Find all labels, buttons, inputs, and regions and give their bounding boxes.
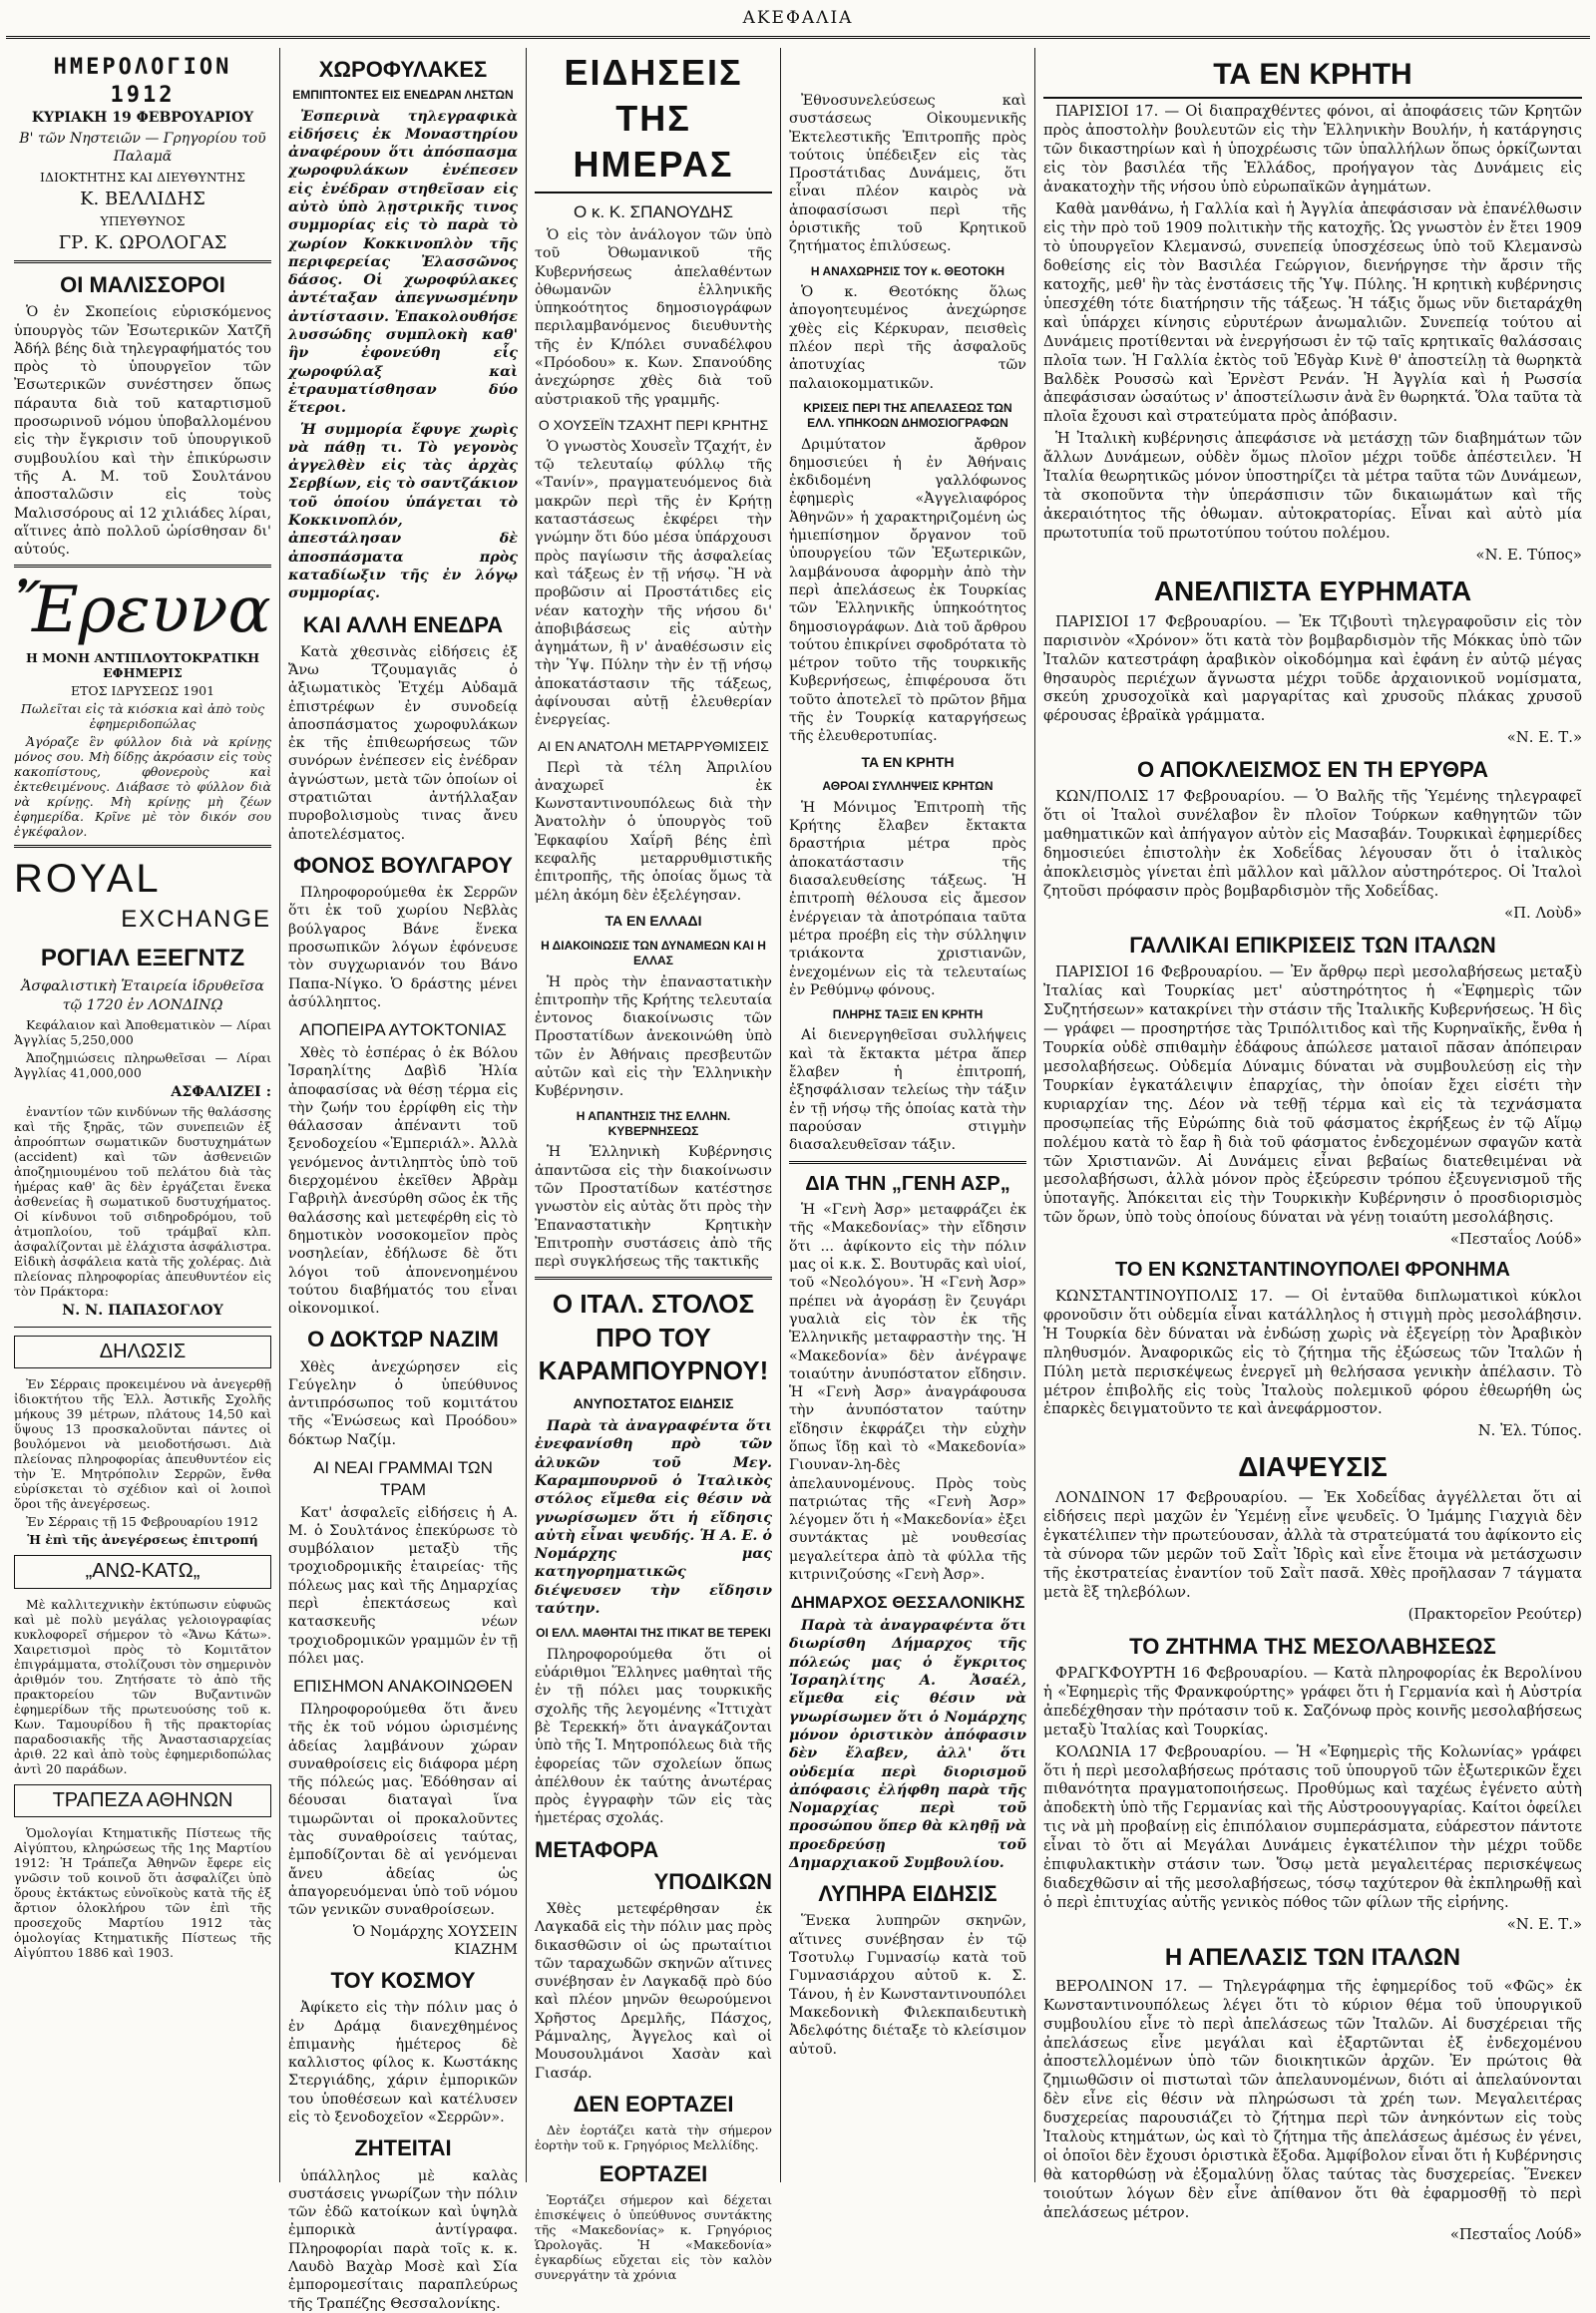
divider [14,260,271,263]
calendar-date: ΚΥΡΙΑΚΗ 19 ΦΕΒΡΟΥΑΡΙΟΥ [31,110,254,127]
divider [14,565,271,568]
spanoudis-headline: Ο κ. Κ. ΣΠΑΝΟΥΔΗΣ [574,202,733,222]
royal-text: ἐναντίον τῶν κινδύνων τῆς θαλάσσης καὶ τῆς ξηρᾶς, τῶν συνεπειῶν ἐξ ἀπροόπτων σωματικῶν δυστυχημάτων (accident) καὶ τῶν ἀσθενειῶν ἀποζημιουμένου τοῦ πελάτου διὰ τὰς ἡμέρας καθ' ἃς δὲν ἐργάζεται ἕνεκα ἀσθενείας ἢ σωματικοῦ δυστυχήματος. Οἱ κίνδυνοι τοῦ σιδηροδρόμου, τοῦ ἀτμοπλοίου, τοῦ τράμβαϊ κλπ. ἀσφαλίζονται μὲ ἐλάχιστα ἀσφάλιστρα. Εἰδικὴ ἀσφάλεια κατὰ τῆς χολέρας. Διὰ πλείονας πληροφορίας ἀπευθυντέον εἰς τὸν Πράκτορα: [14,1104,271,1300]
theotoki-headline: Η ΑΝΑΧΩΡΗΣΙΣ ΤΟΥ κ. ΘΕΟΤΟΚΗ [810,263,1005,278]
spanoudis-body: Ὁ εἰς τὸν ἀνάλογον τῶν ὑπὸ τοῦ Ὀθωμανικοῦ τῆς Κυβερνήσεως ἀπελαθέντων ὀθωμανῶν ἑλληνικῆς ὑπηκοότητος δημοσιογράφων περιλαμβανόμενος διευθυντὴς τῆς ἐν Κ/πόλει συναδέλφου «Πρόοδου» κ. Κων. Σπανούδης ἀνεχώρησε χθὲς διὰ τοῦ αὐστριακοῦ τῆς γραμμῆς. [535,226,772,408]
ereuna-logo: Ἔρευνα [14,574,271,648]
dilosis-sign: Ἡ ἐπὶ τῆς ἀνεγέρσεως ἐπιτροπή [27,1532,258,1548]
chorofylakes-body-2: Ἡ συμμορία ἔφυγε χωρὶς νὰ πάθῃ τι. Τὸ γεγονὸς ἀγγελθὲν εἰς τὰς ἀρχὰς Σερβίων, εἰς τὸ σαντζάκιον τοῦ ὁποίου ὑπάγεται τὸ Κοκκινοπλόν, ἀπεστάλησαν δὲ ἀποσπάσματα πρὸς καταδίωξιν τῆς ἐν λόγῳ συμμορίας. [288,421,518,602]
kosmos-body: Ἀφίκετο εἰς τὴν πόλιν μας ὁ ἐν Δράμᾳ διανεχθημένος ἐπιμανὴς ἡμέτερος δὲ καλλιστος φίλος κ. Κωστάκης Στεργιάδης, χάριν ἐμπορικῶν του ὑποθέσεων καὶ κατέλυσεν εἰς τὸ ξενοδοχεῖον «Σερρῶν». [288,2000,518,2126]
apantisi-headline: Η ΑΠΑΝΤΗΣΙΣ ΤΗΣ ΕΛΛΗΝ. ΚΥΒΕΡΝΗΣΕΩΣ [576,1108,731,1138]
calendar-title: ΗΜΕΡΟΛΟΓΙΟΝ [53,55,232,80]
chorofylakes-body-1: Ἐσπερινὰ τηλεγραφικὰ εἰδήσεις ἐκ Μοναστηρίου ἀναφέρουν ὅτι ἀπόσπασμα χωροφυλάκων ἐνέπεσεν εἰς ἐνέδραν στηθεῖσαν εἰς αὐτὸ ὑπὸ λῃστρικῆς τινος συμμορίας εἰς τὸ παρὰ τὸ χωρίον Κοκκινοπλὸν τῆς περιφερείας Ἐλασσῶνος δάσος. Οἱ χωροφύλακες ἀντέταξαν ἀπεγνωσμένην ἀντίστασιν. Ἐπακολουθήσε λυσσώδης συμπλοκὴ καθ' ἣν ἐφονεύθη εἷς χωροφύλαξ καὶ ἐτραυματίσθησαν δύο ἕτεροι. [288,108,518,417]
zitite-headline: ΖΗΤΕΙΤΑΙ [354,2135,452,2161]
dilosis-body: Ἐν Σέρραις προκειμένου νὰ ἀνεγερθῇ ἰδιοκτήτου τῆς Ἑλλ. Ἀστικῆς Σχολῆς μήκους 39 μέτρων, πλάτους 14,50 καὶ ὕψους 13 προσκαλοῦνται πάντες οἱ βουλόμενοι νὰ μειοδοτήσωσι. Διὰ πλείονας πληροφορίας ἀπευθυντέον εἰς τὴν Ἐ. Μητρόπολιν Σερρῶν, ἔνθα εὑρίσκεται τὸ σχέδιον καὶ οἱ λοιποὶ ὅροι τῆς ἀνεγέρσεως. [14,1376,271,1512]
apopeira-body: Χθὲς τὸ ἑσπέρας ὁ ἐκ Βόλου Ἰσραηλίτης Δαβὶδ Ἠλία ἀποφασίσας νὰ θέσῃ τέρμα εἰς τὴν ζωήν του ἐρρίφθη εἰς τὴν θάλασσαν ἀπέναντι τοῦ ξενοδοχείου «Ἐμπεριάλ». Ἀλλὰ γενόμενος ἀντιληπτὸς ὑπὸ τοῦ διερχομένου ἐκεῖθεν Ἀβρὰμ Γαβριὴλ ἀνεσύρθη σῶος ἐκ τῆς θαλάσσης καὶ μετεφέρθη εἰς τὸ δημοτικὸν νοσοκομεῖον πρὸς νοσηλείαν, ἐδήλωσε δὲ ὅτι λόγοι τοῦ ἀπονενοημένου τούτου διαβήματός του εἶναι οἰκονομικοί. [288,1044,518,1318]
column-4 [781,48,1035,2182]
apantisi-body: Ἡ Ἑλληνικὴ Κυβέρνησις ἀπαντῶσα εἰς τὴν διακοίνωσιν τῶν Προστατίδων κατέστησε γνωστὸν εἰς αὐτὰς ὅτι πρὸς τὴν Ἐπαναστατικὴν Κρητικὴν Ἐπιτροπὴν συστάσεις ἀπὸ τῆς περὶ συγκλήσεως τῆς τακτικῆς [535,1144,772,1271]
tram-body: Κατ' ἀσφαλεῖς εἰδήσεις ἡ Α. Μ. ὁ Σουλτάνος ἐπεκύρωσε τὸ συμβόλαιον μεταξὺ τῆς τροχιοδρομικῆς ἑταιρείας· τῆς πόλεως μας καὶ τῆς Δημαρχίας περὶ ἐπεκτάσεως καὶ κατασκευῆς νέων τροχιοδρομικῶν γραμμῶν ἐν τῇ πόλει μας. [288,1504,518,1667]
athrooi-headline: ΑΘΡΟΑΙ ΣΥΛΛΗΨΕΙΣ ΚΡΗΤΩΝ [822,779,994,794]
tsachit-headline: Ο ΧΟΥΣΕΪΝ ΤΖΑΧΗΤ ΠΕΡΙ ΚΡΗΤΗΣ [538,416,769,433]
athrooi-body: Ἡ Μόνιμος Ἐπιτροπὴ τῆς Κρήτης ἔλαβεν ἔκτακτα δραστήρια μέτρα πρὸς ἀποκατάστασιν τῆς διασαλευθείσης τάξεως. Ἡ ἐπιτροπὴ θέλουσα εἰς ἄμεσον ἐνέργειαν τὰ ἀποτρόπαια ταῦτα μέτρα προέβη εἰς τὴν σύλληψιν τριάκοντα χριστιανῶν, ἐνεχομένων εἰς τὰ τελευταίως ἐν Ρεθύμνῳ φόνους. [789,799,1026,998]
eortazei-body: Ἑορτάζει σήμερον καὶ δέχεται ἐπισκέψεις ὁ ὑπεύθυνος συντάκτης τῆς «Μακεδονίας» κ. Γρηγόριος Ὡρολογᾶς. Ἡ «Μακεδονία» ἐγκαρδίως εὔχεται εἰς τὸν καλὸν συνεργάτην τὰ χρόνια [535,2192,772,2283]
royal-line-1: Ἀσφαλιστικὴ Ἑταιρεία ἱδρυθεῖσα τῷ 1720 ἐν ΛΟΝΔΙΝῼ [21,978,264,1013]
editor-name: ΓΡ. Κ. ΩΡΟΛΟΓΑΣ [58,232,227,254]
owner-label: ΙΔΙΟΚΤΗΤΗΣ ΚΑΙ ΔΙΕΥΘΥΝΤΗΣ [40,170,245,186]
konst-body: ΚΩΝΣΤΑΝΤΙΝΟΥΠΟΛΙΣ 17. — Οἱ ἐνταῦθα διπλωματικοὶ κύκλοι φρονοῦσιν ὅτι οὐδεμία εἶναι κατάλληλος ἡ στιγμὴ πρὸς μεσολάβησιν. Ἡ Τουρκία δὲν δύναται νὰ ἐνδώσῃ χωρὶς νὰ ἐξεγείρῃ τὸν Ἀραβικὸν πληθυσμόν. Ἀναφορικῶς εἰς τὸ ζήτημα τῆς ἐξώσεως τῶν Ἰταλῶν ἡ Πύλη μετὰ περισκέψεως ἐνεργεῖ μὴ θελήσασα γενικὴν ἀπέλασιν. Τὸ μέτρον ἐπιβολῆς εἰς τοὺς Ἰταλοὺς πολεμικοῦ φόρου ἐθεωρήθη ὡς ἐπαρκὲς δειγματοῦντο τε καὶ ἀνεφάρμοστον. [1043,1287,1582,1418]
royal-line-4: ΑΣΦΑΛΙΖΕΙ : [171,1084,271,1101]
genh-body: Ἡ «Γενὴ Ἀσρ» μεταφράζει ἐκ τῆς «Μακεδονίας» τὴν εἴδησιν ὅτι ... ἀφίκοντο εἰς τὴν πόλιν μας οἱ κ.κ. Σ. Βουτυρᾶς καὶ υἱοί, τοῦ «Νεολόγου». Ἡ «Γενὴ Ἀσρ» πρέπει νὰ ἀγοράσῃ ἓν ζευγάρι γυαλιὰ εἰς τὸν ἐκ τῆς Ἑλληνικῆς μεταφραστὴν της. Ἡ «Μακεδονία» δὲν ἀνέγραψε τοιαύτην ἀνυπόστατον εἴδησιν. Ἡ «Γενὴ Ἀσρ» ἀναγράφουσα τὴν ἀνυπόστατον ταύτην εἴδησιν ἐκφράζει τὴν εὐχὴν ὅπως ἴδῃ καὶ τὸ «Μακεδονία» Γιουναν-λη-δὲς ἀπελαυνομένους. Πρὸς τοὺς πατριώτας τῆς «Γενὴ Ἀσρ» λέγομεν ὅτι ἡ «Μακεδονία» ἐξει συντάκτας μὲ νουθεσίας μεγαλείτερα ἀπὸ τὰ φύλλα τῆς κιτρινιζούσης «Γενὴ Ἀσρ». [789,1202,1026,1584]
nazim-headline: Ο ΔΟΚΤΩΡ ΝΑΖΙΜ [307,1327,499,1352]
royal-logo: ROYAL [14,856,162,901]
mathites-body: Πληροφορούμεθα ὅτι οἱ εὐάριθμοι Ἕλληνες μαθηταὶ τῆς ἐν τῇ πόλει μας τουρκικῆς σχολῆς τῆς λεγομένης «Ἰττιχὰτ βὲ Τερεκκή» ὅτι ἀναγκάζονται ὑπὸ τῆς Ἱ. Μητροπόλεως διὰ τῆς ἐφορείας τῶν σχολείων ὅπως ἀπέλθουν ἐκ ταύτης ἀνωτέρας πρὸς ἐγγραφὴν τῶν εἰς τὰς ἡμετέρας σχολάς. [535,1646,772,1827]
kriti-sign: «Ν. Ε. Τύπος» [1475,546,1582,564]
zitite-body: ὑπάλληλος μὲ καλὰς συστάσεις γνωρίζων τὴν πόλιν τῶν ἐδῶ κατοίκων καὶ ὑψηλὰ ἐμπορικὰ ἀντίγραφα. Πληροφορίαι παρὰ τοῖς κ. κ. Λαυδὸ Βαχὰρ Μοσὲ καὶ Σία ἐμπορομεσίταις παραπλεύρως τῆς Τραπέζης Θεσσαλονίκης. [288,2167,518,2312]
page-header: ΑΚΕΦΑΛΙΑ [742,8,854,28]
royal-line-2: Κεφάλαιον καὶ Ἀποθεματικὸν — Λίραι Ἀγγλίας 5,250,000 [14,1017,271,1048]
apelasis-sign: «Πεσταΐος Λούδ» [1449,2225,1582,2243]
apopeira-headline: ΑΠΟΠΕΙΡΑ ΑΥΤΟΚΤΟΝΙΑΣ [299,1020,507,1040]
exchange-logo: EXCHANGE [121,905,271,933]
lypira-headline: ΛΥΠΗΡΑ ΕΙΔΗΣΙΣ [818,1881,998,1907]
trapeza-headline: ΤΡΑΠΕΖΑ ΑΘΗΝΩΝ [14,1784,271,1818]
diakoinosi-body: Ἡ πρὸς τὴν ἐπαναστατικὴν ἐπιτροπὴν τῆς Κρήτης τελευταία ἐντονος διακοίνωσις τῶν Προστατίδων ἀνεκοινώθη ὑπὸ τῶν ἐν Ἀθήναις πρεσβευτῶν αὐτῶν καὶ εἰς τὴν Ἑλληνικὴν Κυβέρνησιν. [535,973,772,1100]
anatoli-headline: ΑΙ ΕΝ ΑΝΑΤΟΛΗ ΜΕΤΑΡΡΥΘΜΙΣΕΙΣ [538,737,769,754]
eruthra-headline: Ο ΑΠΟΚΛΕΙΣΜΟΣ ΕΝ ΤΗ ΕΡΥΘΡΑ [1137,757,1488,783]
zitima-body-2: ΚΟΛΩΝΙΑ 17 Φεβρουαρίου. — Ἡ «Ἐφημερὶς τῆς Κολωνίας» γράφει ὅτι ἡ περὶ μεσολαβήσεως πρότασις τοῦ ὑπουργοῦ τῶν ἐξωτερικῶν ἔχει πιθανότητα πραγματοποιήσεως. Προθύμως καὶ ταχέως ἐγένετο αὐτὴ ἀποδεκτὴ ὑπὸ τῆς Γερμανίας καὶ τῆς Αὐστροουγγαρίας. Καίτοι ὀφείλει τις νὰ μὴ προβαίνῃ εἰς ἐπιπόλαιον συμπεράσματα, εὐάρεστον πάντοτε εἶναι τὸ ὅτι αἱ Μεγάλαι Δυνάμεις ἐγκατέλιπον τὴν μέχρι τοῦδε ἐπιφυλακτικὴν στάσιν των. Ὅσῳ μετὰ μεγαλειτέρας περισκέψεως διαδεχθῶσιν αἱ τῆς μεσολαβήσεως, τόσῳ ταχύτερον θὰ ἐκπληρωθῇ καὶ ὁ περὶ ἐπιτυχίας αὐτῆς γενικὸς πόθος τῶν φίλων τῆς εἰρήνης. [1043,1742,1582,1912]
main-headline: ΕΙΔΗΣΕΙΣ ΤΗΣ ΗΜΕΡΑΣ [535,50,772,193]
genh-headline: ΔΙΑ ΤΗΝ „ΓΕΝΗ ΑΣΡ„ [805,1172,1010,1195]
pliris-body: Αἱ διενεργηθεῖσαι συλλήψεις καὶ τὰ ἔκτακτα μέτρα ἅπερ ἔλαβεν ἡ ἐπιτροπή, ἐξησφάλισαν τελείως τὴν τάξιν ἐν τῇ νήσῳ τῆς ὁποίας κατὰ τὴν παρούσαν στιγμὴν διασαλευθεῖσαν τάξιν. [789,1027,1026,1154]
gallikai-body: ΠΑΡΙΣΙΟΙ 16 Φεβρουαρίου. — Ἐν ἄρθρῳ περὶ μεσολαβήσεως μεταξὺ Ἰταλίας καὶ Τουρκίας μετ' αὐστηρότητος ἡ «Ἐφημερὶς τῶν Συζητήσεων» κατακρίνει τὴν στάσιν τῆς Ἰταλικῆς Κυβερνήσεως. Ἡ δὶς — γράφει — προσηρτήσε τὰς Τριπόλιτιδος καὶ τῆς Κυρηναϊκῆς, ἔνθα ἡ Τουρκία οὐδὲ σπιθαμὴν ἐδάφους ἀπώλεσε ματαιοῖ πᾶσαν ἀπόπειραν μεσολαβήσεως. Οὐδεμία Δύναμις δύναται νὰ συμβουλεύσῃ εἰς τὴν Τουρκίαν ἐγκατάλειψιν ἐπαρχίας, τὴν ὁποίαν ἔχει εἰσέτι τὴν κυριαρχίαν της. Δέον νὰ τεθῇ τέρμα καὶ εἰς τὰ τεχνάσματα προσῳπείας τῆς Εὐρώπης διὰ τοῦ φάσματος ἐκρήξεως ἐν τῷ Αἵμῳ πολέμου κατὰ τὸ ἔαρ ἢ διὰ τοῦ φάσματος ἐνδεχομένων σφαγῶν κατὰ τῶν Χριστιανῶν. Αἱ Δυνάμεις εἶναι βεβαίως διατεθειμέναι νὰ μεσολαβήσωσι, ἀλλὰ μόνον πρὸς ἐξεύρεσιν τρόπου ἐξευγενισμοῦ τῆς ὑποταγῆς. Ἀπόκειται εἰς τὴν Τουρκικὴν Κυβέρνησιν ὁ προσδιορισμὸς τῶν ὅρων, ὑπὸ τοὺς ὁποίους δύναται νὰ γένῃ τοιαύτη μεσολάβησις. [1043,964,1582,1227]
eruthra-body: ΚΩΝ/ΠΟΛΙΣ 17 Φεβρουαρίου. — Ὁ Βαλῆς τῆς Ὑεμένης τηλεγραφεῖ ὅτι οἱ Ἰταλοὶ συνέλαβον ἓν πλοῖον Τούρκων καθηγητῶν τῶν μαθηματικῶν καὶ ἀπήγαγον αὐτὸν εἰς Μασαβάν. Τουρκικαὶ ἐφημερίδες δημοσιεύει ἐπιστολὴν ἐκ Χοδεΐδας λέγουσαν ὅτι ὁ ἰταλικὸς ἀποκλεισμὸς γίνεται ἐπὶ μᾶλλον καὶ μᾶλλον αὐστηρότερος. Οἱ Ἰταλοὶ ζητοῦσι πρόφασιν πρὸς βομβαρδισμὸν τῆς Χοδεΐδας. [1043,788,1582,901]
zitima-body-1: ΦΡΑΓΚΦΟΥΡΤΗ 16 Φεβρουαρίου. — Κατὰ πληροφορίας ἐκ Βερολίνου ἡ «Ἐφημερὶς τῆς Φρανκφούρτης» γράφει ὅτι ἡ Γερμανία καὶ ἡ Αὐστρία ἀπεδέχθησαν τὴν πρότασιν τοῦ κ. Σαζόνωφ πρὸς κοινῆς μεσολαβήσεως μεταξὺ Ἰταλίας καὶ Τουρκίας. [1043,1664,1582,1738]
eurimata-headline: ΑΝΕΛΠΙΣΤΑ ΕΥΡΗΜΑΤΑ [1153,575,1472,606]
kosmos-headline: ΤΟΥ ΚΟΣΜΟΥ [330,1968,476,1994]
kriti-label: ΤΑ ΕΝ ΚΡΗΤΗ [861,753,955,770]
anokato-headline: „ΑΝΩ-ΚΑΤΩ„ [14,1555,271,1589]
diapseusis-headline: ΔΙΑΨΕΥΣΙΣ [1238,1451,1388,1483]
eurimata-body: ΠΑΡΙΣΙΟΙ 17 Φεβρουαρίου. — Ἐκ Τζιβουτὶ τηλεγραφοῦσιν εἰς τὸν παρισινὸν «Χρόνον» ὅτι κατὰ τὸν βομβαρδισμὸν τῆς Μόκκας ὑπὸ τῶν Ἰταλῶν κατεστράφη ἀραβικὸν οἰκοδόμημα καὶ ἐφάνη ἐν αὐτῷ μέγας θησαυρὸς περιέχων ἄγνωστα μέχρι τοῦδε ἀρχαιονικοῦ νομίσματα, σκεύη χρυσοχοϊκὰ καὶ μαργαρίτας καὶ χρυσοῦς πλάκας χρυσοῦ φέρουσας ἑβραϊκὰ γράμματα. [1043,612,1582,725]
divider [14,845,271,848]
nazim-body: Χθὲς ἀνεχώρησεν εἰς Γεύγελην ὁ ὑπεύθυνος ἀντιπρόσωπος τοῦ κομιτάτου τῆς «Ἑνώσεως καὶ Προόδου» δόκτωρ Ναζίμ. [288,1358,518,1448]
ereuna-sold: Πωλεῖται εἰς τὰ κιόσκια καὶ ἀπὸ τοὺς ἐφημεριδοπώλας [20,700,265,731]
stolos-body: Παρὰ τὰ ἀναγραφέντα ὅτι ἐνεφανίσθη πρὸ τῶν ἀλυκῶν τοῦ Μεγ. Καραμπουρνοῦ ὁ Ἰταλικὸς στόλος εἴμεθα εἰς θέσιν νὰ γνωρίσωμεν ὅτι ἡ εἴδησις αὐτὴ εἶναι ψευδής. Ἡ Α. Ε. ὁ Νομάρχης μας κατηγορηματικῶς διέψευσεν τὴν εἴδησιν ταύτην. [535,1418,772,1618]
enedra-headline: ΚΑΙ ΑΛΛΗ ΕΝΕΔΡΑ [302,611,504,637]
episimon-body: Πληροφορούμεθα ὅτι ἄνευ τῆς ἐκ τοῦ νόμου ὡρισμένης ἀδείας λαμβάνουν χώραν συναθροίσεις εἰς διάφορα μέρη τῆς πόλεώς μας. Ἐδόθησαν αἱ δέουσαι διαταγαὶ ἵνα τιμωρῶνται οἱ προκαλοῦντες τὰς συναθροίσεις ταύτας, ἐμποδίζονται δὲ αἱ γενόμεναι ἄνευ ἀδείας ὡς ἀπαγορευόμεναι ὑπὸ τοῦ νόμου τῶν γενικῶν συναθροίσεων. [288,1701,518,1919]
kriti-body-3: Ἡ Ἰταλικὴ κυβέρνησις ἀπεφάσισε νὰ μετάσχῃ τῶν διαβημάτων τῶν ἄλλων Δυνάμεων, οὐδὲν ὅμως πλοῖον μέχρι τοῦδε ἀπέστειλεν. Ἡ Ἰταλία θεωρητικῶς μόνον ὑποστηρίζει τὰ μέτρα ταῦτα τῶν Δυνάμεων, τὰ σκοποῦντα τὴν ὑπεράσπισιν τῶν δικαιωμάτων καὶ τῆς ἀκεραιότητος τῆς ὀθωμαν. αὐτοκρατορίας. Εἶναι καὶ αὐτὸ μία πρωτοτυπία τοῦ πρωτοτύπου τούτου πολέμου. [1043,430,1582,543]
divider [535,1277,772,1280]
anatoli-body: Περὶ τὰ τέλη Ἀπριλίου ἀναχωρεῖ ἐκ Κωνσταντινουπόλεως διὰ τὴν Ἀνατολὴν ὁ ὑπουργὸς τοῦ Ἐφκαφίου Χαΐρῆ βέης ἐπὶ κεφαλῆς μεταρρυθμιστικῆς ἐπιτροπῆς, τῆς ὁποίας ὅμως τὰ μέλη ἀκόμη δὲν ἐξελέγησαν. [535,759,772,904]
tram-headline: ΑΙ ΝΕΑΙ ΓΡΑΜΜΑΙ ΤΩΝ ΤΡΑΜ [313,1458,493,1499]
ellada-headline: ΤΑ ΕΝ ΕΛΛΑΔΙ [604,912,702,929]
column-5 [1035,48,1590,2243]
gallikai-headline: ΓΑΛΛΙΚΑΙ ΕΠΙΚΡΙΣΕΙΣ ΤΩΝ ΙΤΑΛΩΝ [1129,933,1496,958]
tsachit-body: Ὁ γνωστὸς Χουσεῒν Τζαχήτ, ἐν τῷ τελευταίῳ φύλλῳ τῆς «Τανίν», πραγματευόμενος διὰ μακρῶν περὶ τῆς ἐν Κρήτῃ καταστάσεως ἐκφέρει τὴν γνώμην ὅτι δύο μέσα ὑπάρχουσι πρὸς παγίωσιν τῆς ἀσφαλείας καὶ τάξεως ἐν τῇ νήσῳ. Ἢ νὰ προβῶσιν αἱ Προστάτιδες εἰς νέαν κατοχὴν τῆς νήσου δι' ἀποβιβάσεως εἰς αὐτὴν ἀγημάτων, ἢ ν' ἀναθέσωσιν εἰς τὴν Ὑψ. Πύλην τὴν ἐν τῇ νήσῳ ἀποκατάστασιν τῆς τάξεως, ἀφίνουσαι αὐτῇ ἐλευθερίαν ἐνεργείας. [535,438,772,729]
ereuna-year: ΕΤΟΣ ΙΔΡΥΣΕΩΣ 1901 [70,682,215,698]
chorofylakes-subtitle: ΕΜΠΙΠΤΟΝΤΕΣ ΕΙΣ ΕΝΕΔΡΑΝ ΛΗΣΤΩΝ [292,88,514,103]
gallikai-sign: «Πεσταΐος Λούδ» [1449,1231,1582,1249]
krisis-body: Δριμύτατον ἄρθρον δημοσιεύει ἡ ἐν Ἀθήναις ἐκδιδομένη γαλλόφωνος ἐφημερὶς «Ἀγγελιαφόρος Ἀθηνῶν» ἡ χαρακτηριζομένη ὡς ἡμιεπίσημον ὄργανον τοῦ ὑπουργείου τῶν Ἐξωτερικῶν, λαμβάνουσα ἀφορμὴν ἀπὸ τὴν περὶ ἀπελάσεως ἐκ Τουρκίας τῶν Ἑλληνικῆς ὑπηκοότητος δημοσιογράφων. Διὰ τοῦ ἄρθρου τούτου ἐπικρίνει σφοδρότατα τὸ μέτρον τοῦτο τῆς τουρκικῆς Κυβερνήσεως, ἐπιφέρουσα ὅτι τοῦτο ἀποτελεῖ τὸ πρῶτον βῆμα τῆς ἐν Τουρκίᾳ καταργήσεως τῆς ἐλευθεροτυπίας. [789,436,1026,745]
metafora-subtitle: ΥΠΟΔΙΚΩΝ [653,1868,772,1894]
chorofylakes-headline: ΧΩΡΟΦΥΛΑΚΕΣ [318,57,488,82]
stolos-headline: Ο ΙΤΑΛ. ΣΤΟΛΟΣ ΠΡΟ ΤΟΥ ΚΑΡΑΜΠΟΥΡΝΟΥ! [538,1289,769,1385]
calendar-saints: Β' τῶν Νηστειῶν — Γρηγορίου τοῦ Παλαμᾶ [19,131,266,166]
owner-name: Κ. ΒΕΛΛΙΔΗΣ [80,189,205,210]
den-eortazei-body: Δὲν ἑορτάζει κατὰ τὴν σήμερον ἑορτὴν τοῦ κ. Γρηγόριος Μελλίδης. [535,2122,772,2153]
header-rule [6,36,1590,39]
dimarchos-headline: ΔΗΜΑΡΧΟΣ ΘΕΣΣΑΛΟΝΙΚΗΣ [790,1593,1025,1613]
fonos-body: Πληροφορούμεθα ἐκ Σερρῶν ὅτι ἐκ τοῦ χωρίου Νεβλὰς βούλγαρος Βάνε ἕνεκα προσωπικῶν λόγων ἐφόνευσε τὸν συγχωριανόν του Βάνο Παπα-Νίγκο. Ὁ δράστης μένει ἀσύλληπτος. [288,885,518,1010]
enedra-body: Κατὰ χθεσινὰς εἰδήσεις ἐξ Ἄνω Τζουμαγιᾶς ὁ ἀξιωματικὸς Ἐτχέμ Αὐδαμᾶ ἐπιστρέφων ἐν συνοδείᾳ ἀποσπάσματος χωροφυλάκων ἐκ τῆς ἐπιθεωρήσεως τῶν συνόρων ἐνέπεσεν εἰς ἐνέδραν ἀγνώστων, μετὰ τῶν ὁποίων οἱ στρατιῶται ἀντήλλαξαν πυροβολισμοὺς τινας ἄνευ ἀποτελέσματος. [288,643,518,843]
malissoroi-headline: ΟΙ ΜΑΛΙΣΣΟΡΟΙ [60,272,225,298]
apantisi-continued: Ἐθνοσυνελεύσεως καὶ συστάσεως Οἰκουμενικῆς Ἐκτελεστικῆς Ἐπιτροπῆς πρὸς τούτοις ὑπέδειξεν εἰς τὰς Προστάτιδας Δυνάμεις, ὅτι εἶναι πλέον καιρὸς νὰ ἀποφασίσωσι περὶ τῆς ὁριστικῆς τοῦ Κρητικοῦ ζητήματος ἐπιλύσεως. [789,93,1026,255]
dilosis-date: Ἐν Σέρραις τῇ 15 Φεβρουαρίου 1912 [26,1514,258,1530]
fonos-headline: ΦΟΝΟΣ ΒΟΥΛΓΑΡΟΥ [293,852,513,878]
columns [6,48,1590,2312]
mathites-headline: ΟΙ ΕΛΛ. ΜΑΘΗΤΑΙ ΤΗΣ ΙΤΙΚΑΤ ΒΕ ΤΕΡΕΚΙ [536,1626,771,1641]
stolos-subtitle: ΑΝΥΠΟΣΤΑΤΟΣ ΕΙΔΗΣΙΣ [573,1395,734,1412]
kriti-body-2: Καθὰ μανθάνω, ἡ Γαλλία καὶ ἡ Ἀγγλία ἀπεφάσισαν νὰ ἐπανέλθωσιν εἰς τὴν πρὸ τοῦ 1909 πολιτικὴν τῆς κατοχῆς. Ὡς γνωστὸν ἐν ἔτει 1909 τὸ ὑπουργεῖον Κλεμανσώ, συνεπείᾳ ὑποσχέσεως ὑπὸ τοῦ Κλεμανσὼ δοθείσης εἰς τὸν Βασιλέα Γεώργιον, διενήργησε τὴν ἄρσιν τῆς κατοχῆς, μεθ' ἣν τὰς ἐνστάσεις τῆς Ὑψ. Πύλης. Ἡ κρητικὴ κυβέρνησις ὑπεσχέθη τότε διατήρησιν τῆς τάξεως. Ἡ τάξις ὅμως νῦν διεταράχθη καὶ ὑπάρχει κίνησις εὐρυτέρων ἀνωμαλιῶν. Συνεπείᾳ τούτου αἱ Δυνάμεις προτίθενται νὰ ἐνεργήσωσι ἐν τῷ ταῖς κρητικαῖς θαλάσσαις πλοῖα των. Ἡ Γαλλία ἐκτὸς τοῦ Ἐδγὰρ Κινὲ θ' ἀποστείλῃ τὰ θωρηκτὰ Βαλδὲκ Ρουσσὼ καὶ Ἐρνὲστ Ρενάν. Ἡ Ἀγγλία καὶ ἡ Ρωσσία ἀπεφάσισαν ὡσαύτως ν' ἀποστείλωσιν ἀνὰ ἓν θωρηκτά. Ὅλα ταῦτα τὰ πλοῖα ἔχουσι καὶ στρατεύματα πρὸς ἀπόβασιν. [1043,200,1582,426]
trapeza-body: Ὁμολογίαι Κτηματικῆς Πίστεως τῆς Αἰγύπτου, κληρώσεως τῆς 1ης Μαρτίου 1912: Ἡ Τράπεζα Ἀθηνῶν ἔφερε εἰς γνῶσιν τοῦ κοινοῦ ὅτι ἀσφαλίζει ὑπὸ ὅρους ἐκτάκτως εὐνοϊκοὺς κατὰ τῆς ἐξ ἄρτιον ὁλοκλήρου τῶν ἐπὶ τῆς προσεχοῦς Μαρτίου 1912 τὰς ὁμολογίας Κτηματικῆς Πίστεως τῆς Αἰγύπτου 1886 καὶ 1903. [14,1825,271,1961]
theotoki-body: Ὁ κ. Θεοτόκης ὅλως ἀπογοητευμένος ἀνεχώρησε χθὲς εἰς Κέρκυραν, πεισθεὶς πλέον περὶ τῆς ἀσφαλοῦς ἀποτυχίας τῶν παλαιοκομματικῶν. [789,284,1026,392]
editor-label: ΥΠΕΥΘΥΝΟΣ [100,213,186,229]
anokato-body: Μὲ καλλιτεχνικὴν ἐκτύπωσιν εὐφυῶς καὶ μὲ πολὺ μεγάλας γελοιογραφίας κυκλοφορεῖ σήμερον τὸ «Ἄνω Κάτω». Χαιρετισμοὶ πρὸς τὸ Κομιτᾶτον ἐπιγράμματα, στολίζουσι τὸν σημερινὸν ἀριθμόν του. Ζητήσατε τὸ ἀπὸ τῆς πρακτορείου τῶν Βυζαντινῶν ἐφημερίδων τῆς πρωτευούσης τοῦ κ. Κων. Ταμουρίδου ἢ τῆς πρακτορίας παραδοσιακῆς τῆς Ἀναστασιαρχείας ἀριθ. 22 καὶ ἀπὸ τοὺς ἐφημεριδοπώλας ἀντὶ 20 παράδων. [14,1596,271,1776]
apelasis-body: ΒΕΡΟΛΙΝΟΝ 17. — Τηλεγράφημα τῆς ἐφημερίδος τοῦ «Φῶς» ἐκ Κωνσταντινουπόλεως λέγει ὅτι τὸ κύριον θέμα τοῦ ὑπουργικοῦ συμβουλίου εἶνε τὸ περὶ ἀπελάσεως τῶν Ἰταλῶν. Αἱ δυσχέρειαι τῆς ἀπελάσεως εἶνε μεγάλαι καὶ ἐξαρτῶνται ἐξ ἐνδεχομένου ἀποστελλομένων ὑπὸ τῶν διοικητικῶν ἀρχῶν. Ἐν πρώτοις θὰ ζημιωθῶσιν οἱ πιστωταὶ τῶν ἀπελαυνομένων, διότι αἱ ἀπελαύνονται δὲν εἶνε εἰς θέσιν νὰ πληρώσωσι τὰ χρέη των. Μεγαλειτέρας δυσχερείας παρουσιάζει τὸ ζήτημα περὶ τῶν ἀνηκόντων εἰς τοὺς Ἰταλοὺς κτημάτων, ὡς καὶ τὸ ζήτημα τῆς ἀπελάσεως ἀμέσως ἐν γένει, οἱ ὁποῖοι δὲν ἔχουσι ὁριστικὰ ἔξοδα. Ἀμφίβολον εἶναι ὅτι ἡ Κυβέρνησις θὰ κατορθώσῃ νὰ ἐξομαλύνῃ ὅλας ταύτας τὰς δυσχερείας. Ἕνεκεν τοιούτων λόγων δὲν εἶνε ἀπίθανον ὅτι θὰ ἐφαρμοσθῇ τὸ περὶ ἀπελάσεως μέτρον. [1043,1977,1582,2221]
royal-agent: Ν. Ν. ΠΑΠΑΣΟΓΛΟΥ [62,1303,223,1320]
metafora-body: Χθὲς μετεφέρθησαν ἐκ Λαγκαδᾶ εἰς τὴν πόλιν μας πρὸς δικασθῶσιν οἱ ὡς πρωταίτιοι τῶν ταραχωδῶν σκηνῶν αἵτινες συνέβησαν ἐν Λαγκαδᾷ πρὸ δύο καὶ πλέον μηνῶν θεωρούμενοι Χρῆστος Δρεμλῆς, Πάσχος, Ράμναλης, Ἀγγελος καὶ οἱ Μουσουλμάνοι Χασὰν καὶ Γιασάρ. [535,1901,772,2082]
eurimata-sign: «Ν. Ε. Τ.» [1506,729,1582,747]
column-2 [280,48,527,2312]
apelasis-headline: Η ΑΠΕΛΑΣΙΣ ΤΩΝ ΙΤΑΛΩΝ [1164,1943,1461,1971]
divider [14,1327,271,1328]
ereuna-text: Ἀγόραζε ἓν φύλλον διὰ νὰ κρίνῃς μόνος σου. Μὴ δίδῃς ἀκρόασιν εἰς τοὺς κακοπίστους, φθονεροὺς καὶ ἐκτεθειμένους. Διάβασε τὸ φύλλον διὰ νὰ κρίνῃς. Μὴ κρίνῃς μὴ ζέων ἐφημερίδα. Κρῖνε μὲ τὸν δικόν σου ἐγκέφαλον. [14,733,271,839]
ereuna-subtitle: Η ΜΟΝΗ ΑΝΤΙΠΛΟΥΤΟΚΡΑΤΙΚΗ ΕΦΗΜΕΡΙΣ [25,649,260,680]
lypira-body: Ἕνεκα λυπηρῶν σκηνῶν, αἵτινες συνέβησαν ἐν τῷ Τσοτυλῳ Γυμνασίῳ κατὰ τοῦ Γυμνασιάρχου αὐτοῦ κ. Σ. Τάνου, ἡ ἐν Κωνσταντινουπόλει Μακεδονικὴ Φιλεκπαιδευτικὴ Ἀδελφότης διέταξε τὸ κλείσιμον αὐτοῦ. [789,1913,1026,2058]
kriti-body-1: ΠΑΡΙΣΙΟΙ 17. — Οἱ διαπραχθέντες φόνοι, αἱ ἀποφάσεις τῶν Κρητῶν πρὸς ἀποστολὴν βουλευτῶν εἰς τὴν Ἑλληνικὴν Βουλήν, ἡ κατάργησις τῶν δικαστηρίων καὶ ἡ ὑποχρέωσις τῶν ὑπαλλήλων ὅπως ὁρκίζωνται εἰς τὸν βασιλέα τῆς Ἑλλάδος, προήγαγον τὰς Δυνάμεις εἰς ἀνακατοχὴν τῆς νήσου ὑπὸ εὐρωπαϊκῶν ἀγημάτων. [1043,103,1582,196]
zitima-headline: ΤΟ ΖΗΤΗΜΑ ΤΗΣ ΜΕΣΟΛΑΒΗΣΕΩΣ [1129,1633,1496,1659]
eortazei-headline: ΕΟΡΤΑΖΕΙ [598,2161,708,2187]
diakoinosi-headline: Η ΔΙΑΚΟΙΝΩΣΙΣ ΤΩΝ ΔΥΝΑΜΕΩΝ ΚΑΙ Η ΕΛΛΑΣ [541,938,766,968]
column-1 [6,48,280,2182]
calendar-year: 1912 [110,83,176,109]
dimarchos-body: Παρὰ τὰ ἀναγραφέντα ὅτι διωρίσθη Δήμαρχος τῆς πόλεώς μας ὁ ἔγκριτος Ἰσραηλίτης Α. Ἀσαέλ, εἴμεθα εἰς θέσιν νὰ γνωρίσωμεν ὅτι ὁ Νομάρχης μόνον ὁριστικὸν ἀπόφασιν δὲν ἔλαβεν, ἀλλ' ὅτι οὐδεμία περὶ διορισμοῦ ἀπόφασις ἐλήφθη παρὰ τῆς Νομαρχίας περὶ τοῦ προσώπου ὅπερ θὰ κληθῇ νὰ προεδρεύσῃ τοῦ Δημαρχιακοῦ Συμβουλίου. [789,1618,1026,1871]
column-3 [527,48,781,2283]
diapseusis-body: ΛΟΝΔΙΝΟΝ 17 Φεβρουαρίου. — Ἐκ Χοδεΐδας ἀγγέλλεται ὅτι αἱ εἰδήσεις περὶ μαχῶν ἐν Ὑεμένῃ εἶνε ψευδεῖς. Ὁ Ἰμάμης Γιαχγιὰ δὲν ἐγκατέλιπεν τὴν πρωτεύουσαν, ἀλλὰ τὰ στρατεύματά του ἀφίκοντο εἰς τὰ σύνορα τῶν μερῶν τοῦ Σαῒτ Ἰδρὶς καὶ εἶνε ἕτοιμα νὰ μετάσχωσιν τῆς ἐκστρατείας ἐναντίον τοῦ Σαῒτ πασᾶ. Χθὲς προῆλασαν 7 τάγματα μετὰ ἓξ τηλεβόλων. [1043,1489,1582,1601]
krisis-headline: ΚΡΙΣΕΙΣ ΠΕΡΙ ΤΗΣ ΑΠΕΛΑΣΕΩΣ ΤΩΝ ΕΛΛ. ΥΠΗΚΟΩΝ ΔΗΜΟΣΙΟΓΡΑΦΩΝ [803,400,1012,431]
dilosis-headline: ΔΗΛΩΣΙΣ [14,1336,271,1369]
konst-headline: ΤΟ ΕΝ ΚΩΝΣΤΑΝΤΙΝΟΥΠΟΛΕΙ ΦΡΟΝΗΜΑ [1115,1259,1510,1282]
diapseusis-sign: (Πρακτορεῖον Ρεούτερ) [1407,1605,1582,1623]
den-eortazei-headline: ΔΕΝ ΕΟΡΤΑΖΕΙ [573,2091,734,2117]
royal-line-3: Ἀποζημιώσεις πληρωθεῖσαι — Λίραι Ἀγγλίας 41,000,000 [14,1050,271,1081]
episimon-sign: Ὁ Νομάρχης ΧΟΥΣΕΙΝ ΚΙΑΖΗΜ [352,1923,518,1958]
eruthra-sign: «Π. Λοὺδ» [1504,905,1582,923]
episimon-headline: ΕΠΙΣΗΜΟΝ ΑΝΑΚΟΙΝΩΘΕΝ [292,1677,514,1697]
royal-greek: ΡΟΓΙΑΛ ΕΞΕΓΝΤΖ [40,944,245,971]
pliris-headline: ΠΛΗΡΗΣ ΤΑΞΙΣ ΕΝ ΚΡΗΤΗ [832,1007,984,1022]
divider [789,1161,1026,1164]
malissoroi-body: Ὁ ἐν Σκοπείοις εὑρισκόμενος ὑπουργὸς τῶν Ἐσωτερικῶν Χατζῆ Ἀδήλ βέης διὰ τηλεγραφήματός του πρὸς τὸ ὑπουργεῖον τῶν Ἐσωτερικῶν συνέστησεν ὅπως πάραυτα διὰ τοῦ καταρτισμοῦ προσωρινοῦ νόμου ὑποβαλλομένου εἰς τὴν ἔγκρισιν τοῦ ὑπουργικοῦ συμβουλίου καὶ τὴν ἐπικύρωσιν τῆς Α. Μ. τοῦ Σουλτάνου ἀποσταλῶσιν εἰς τοὺς Μαλισσόρους αἱ 12 χιλιάδες λίραι, αἵτινες ἀπὸ πολλοῦ ὡρίσθησαν δι' αὐτούς. [14,304,271,559]
konst-sign: Ν. Ἐλ. Τύπος. [1477,1422,1582,1440]
kriti-headline: ΤΑ ΕΝ ΚΡΗΤΗ [1043,56,1582,99]
metafora-headline: ΜΕΤΑΦΟΡΑ [535,1836,659,1862]
zitima-sign: «Ν. Ε. Τ.» [1506,1916,1582,1934]
